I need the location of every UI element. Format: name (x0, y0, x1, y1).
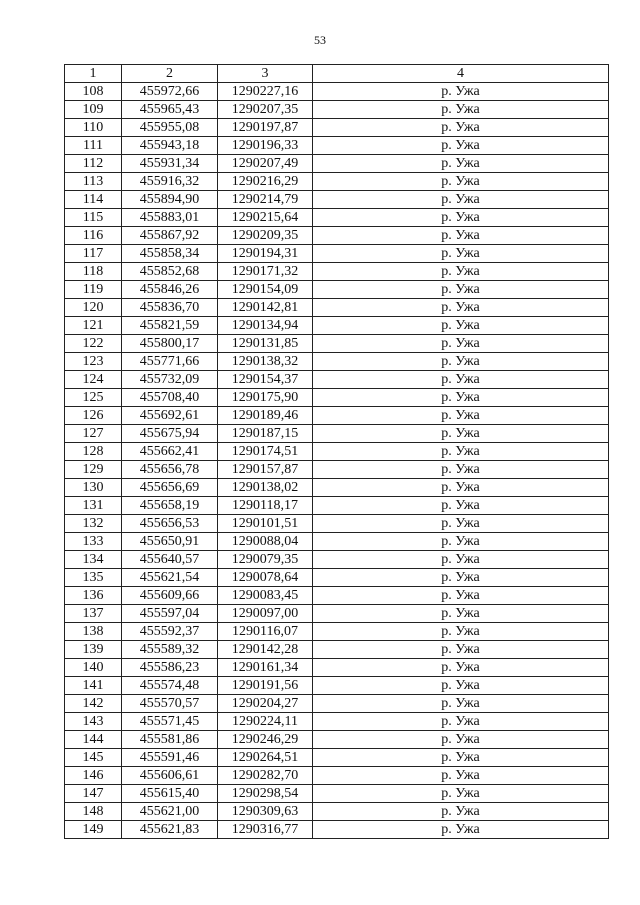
column-header-3: 3 (218, 65, 313, 83)
page-number: 53 (314, 33, 326, 47)
description-cell: р. Ужа (313, 659, 609, 677)
y-coordinate-cell: 1290171,32 (218, 263, 313, 281)
y-coordinate-cell: 1290157,87 (218, 461, 313, 479)
x-coordinate-cell: 455621,00 (122, 803, 218, 821)
table-body (65, 83, 609, 839)
point-number-cell: 125 (65, 389, 122, 407)
table-row (65, 155, 609, 173)
description-cell: р. Ужа (313, 101, 609, 119)
description-cell: р. Ужа (313, 317, 609, 335)
description-cell: р. Ужа (313, 641, 609, 659)
x-coordinate-cell: 455609,66 (122, 587, 218, 605)
y-coordinate-cell: 1290197,87 (218, 119, 313, 137)
point-number-cell: 134 (65, 551, 122, 569)
point-number-cell: 141 (65, 677, 122, 695)
x-coordinate-cell: 455836,70 (122, 299, 218, 317)
table-row (65, 623, 609, 641)
description-cell: р. Ужа (313, 821, 609, 839)
x-coordinate-cell: 455656,69 (122, 479, 218, 497)
point-number-cell: 135 (65, 569, 122, 587)
y-coordinate-cell: 1290207,35 (218, 101, 313, 119)
point-number-cell: 131 (65, 497, 122, 515)
description-cell: р. Ужа (313, 209, 609, 227)
y-coordinate-cell: 1290083,45 (218, 587, 313, 605)
column-header-1: 1 (65, 65, 122, 83)
y-coordinate-cell: 1290079,35 (218, 551, 313, 569)
x-coordinate-cell: 455621,83 (122, 821, 218, 839)
point-number-cell: 126 (65, 407, 122, 425)
table-row (65, 515, 609, 533)
description-cell: р. Ужа (313, 245, 609, 263)
table-row (65, 605, 609, 623)
description-cell: р. Ужа (313, 677, 609, 695)
description-cell: р. Ужа (313, 119, 609, 137)
table-row (65, 317, 609, 335)
point-number-cell: 129 (65, 461, 122, 479)
x-coordinate-cell: 455650,91 (122, 533, 218, 551)
y-coordinate-cell: 1290309,63 (218, 803, 313, 821)
description-cell: р. Ужа (313, 263, 609, 281)
point-number-cell: 133 (65, 533, 122, 551)
point-number-cell: 113 (65, 173, 122, 191)
x-coordinate-cell: 455916,32 (122, 173, 218, 191)
description-cell: р. Ужа (313, 785, 609, 803)
point-number-cell: 140 (65, 659, 122, 677)
description-cell: р. Ужа (313, 605, 609, 623)
table-row (65, 803, 609, 821)
table-row (65, 695, 609, 713)
y-coordinate-cell: 1290138,02 (218, 479, 313, 497)
table-row (65, 659, 609, 677)
description-cell: р. Ужа (313, 299, 609, 317)
table-row (65, 461, 609, 479)
y-coordinate-cell: 1290078,64 (218, 569, 313, 587)
y-coordinate-cell: 1290215,64 (218, 209, 313, 227)
x-coordinate-cell: 455867,92 (122, 227, 218, 245)
description-cell: р. Ужа (313, 497, 609, 515)
description-cell: р. Ужа (313, 443, 609, 461)
point-number-cell: 114 (65, 191, 122, 209)
y-coordinate-cell: 1290161,34 (218, 659, 313, 677)
x-coordinate-cell: 455675,94 (122, 425, 218, 443)
table-row (65, 281, 609, 299)
y-coordinate-cell: 1290224,11 (218, 713, 313, 731)
description-cell: р. Ужа (313, 425, 609, 443)
x-coordinate-cell: 455640,57 (122, 551, 218, 569)
x-coordinate-cell: 455662,41 (122, 443, 218, 461)
x-coordinate-cell: 455692,61 (122, 407, 218, 425)
point-number-cell: 116 (65, 227, 122, 245)
x-coordinate-cell: 455589,32 (122, 641, 218, 659)
description-cell: р. Ужа (313, 803, 609, 821)
table-row (65, 767, 609, 785)
x-coordinate-cell: 455591,46 (122, 749, 218, 767)
y-coordinate-cell: 1290154,37 (218, 371, 313, 389)
point-number-cell: 110 (65, 119, 122, 137)
point-number-cell: 109 (65, 101, 122, 119)
x-coordinate-cell: 455846,26 (122, 281, 218, 299)
point-number-cell: 130 (65, 479, 122, 497)
table-row (65, 191, 609, 209)
point-number-cell: 137 (65, 605, 122, 623)
y-coordinate-cell: 1290227,16 (218, 83, 313, 101)
y-coordinate-cell: 1290187,15 (218, 425, 313, 443)
y-coordinate-cell: 1290264,51 (218, 749, 313, 767)
table-row (65, 353, 609, 371)
y-coordinate-cell: 1290118,17 (218, 497, 313, 515)
point-number-cell: 149 (65, 821, 122, 839)
y-coordinate-cell: 1290214,79 (218, 191, 313, 209)
point-number-cell: 145 (65, 749, 122, 767)
point-number-cell: 148 (65, 803, 122, 821)
point-number-cell: 147 (65, 785, 122, 803)
y-coordinate-cell: 1290298,54 (218, 785, 313, 803)
table-row (65, 713, 609, 731)
x-coordinate-cell: 455656,53 (122, 515, 218, 533)
description-cell: р. Ужа (313, 623, 609, 641)
x-coordinate-cell: 455571,45 (122, 713, 218, 731)
description-cell: р. Ужа (313, 389, 609, 407)
description-cell: р. Ужа (313, 695, 609, 713)
description-cell: р. Ужа (313, 713, 609, 731)
point-number-cell: 127 (65, 425, 122, 443)
table-row (65, 227, 609, 245)
description-cell: р. Ужа (313, 335, 609, 353)
point-number-cell: 120 (65, 299, 122, 317)
y-coordinate-cell: 1290189,46 (218, 407, 313, 425)
y-coordinate-cell: 1290097,00 (218, 605, 313, 623)
point-number-cell: 123 (65, 353, 122, 371)
description-cell: р. Ужа (313, 407, 609, 425)
y-coordinate-cell: 1290194,31 (218, 245, 313, 263)
coordinates-table (64, 64, 609, 839)
y-coordinate-cell: 1290088,04 (218, 533, 313, 551)
point-number-cell: 124 (65, 371, 122, 389)
table-row (65, 83, 609, 101)
x-coordinate-cell: 455586,23 (122, 659, 218, 677)
x-coordinate-cell: 455570,57 (122, 695, 218, 713)
x-coordinate-cell: 455597,04 (122, 605, 218, 623)
table-row (65, 137, 609, 155)
description-cell: р. Ужа (313, 173, 609, 191)
table-row (65, 731, 609, 749)
table-row (65, 173, 609, 191)
x-coordinate-cell: 455658,19 (122, 497, 218, 515)
point-number-cell: 142 (65, 695, 122, 713)
description-cell: р. Ужа (313, 731, 609, 749)
description-cell: р. Ужа (313, 569, 609, 587)
y-coordinate-cell: 1290204,27 (218, 695, 313, 713)
x-coordinate-cell: 455931,34 (122, 155, 218, 173)
table-row (65, 533, 609, 551)
y-coordinate-cell: 1290138,32 (218, 353, 313, 371)
table-row (65, 641, 609, 659)
x-coordinate-cell: 455955,08 (122, 119, 218, 137)
x-coordinate-cell: 455800,17 (122, 335, 218, 353)
y-coordinate-cell: 1290216,29 (218, 173, 313, 191)
x-coordinate-cell: 455972,66 (122, 83, 218, 101)
table-row (65, 551, 609, 569)
x-coordinate-cell: 455581,86 (122, 731, 218, 749)
table-row (65, 821, 609, 839)
point-number-cell: 138 (65, 623, 122, 641)
y-coordinate-cell: 1290207,49 (218, 155, 313, 173)
description-cell: р. Ужа (313, 281, 609, 299)
x-coordinate-cell: 455708,40 (122, 389, 218, 407)
y-coordinate-cell: 1290154,09 (218, 281, 313, 299)
table-row (65, 569, 609, 587)
x-coordinate-cell: 455771,66 (122, 353, 218, 371)
point-number-cell: 146 (65, 767, 122, 785)
table-row (65, 479, 609, 497)
table-header-row (65, 65, 609, 83)
table-row (65, 389, 609, 407)
point-number-cell: 115 (65, 209, 122, 227)
table-row (65, 407, 609, 425)
point-number-cell: 112 (65, 155, 122, 173)
y-coordinate-cell: 1290191,56 (218, 677, 313, 695)
table-row (65, 371, 609, 389)
column-header-4: 4 (313, 65, 609, 83)
x-coordinate-cell: 455852,68 (122, 263, 218, 281)
x-coordinate-cell: 455732,09 (122, 371, 218, 389)
description-cell: р. Ужа (313, 227, 609, 245)
table-row (65, 587, 609, 605)
description-cell: р. Ужа (313, 479, 609, 497)
table-row (65, 119, 609, 137)
description-cell: р. Ужа (313, 83, 609, 101)
description-cell: р. Ужа (313, 137, 609, 155)
point-number-cell: 117 (65, 245, 122, 263)
table-row (65, 443, 609, 461)
table-row (65, 263, 609, 281)
x-coordinate-cell: 455858,34 (122, 245, 218, 263)
table-row (65, 677, 609, 695)
point-number-cell: 121 (65, 317, 122, 335)
table-row (65, 101, 609, 119)
point-number-cell: 128 (65, 443, 122, 461)
point-number-cell: 119 (65, 281, 122, 299)
x-coordinate-cell: 455606,61 (122, 767, 218, 785)
description-cell: р. Ужа (313, 749, 609, 767)
y-coordinate-cell: 1290174,51 (218, 443, 313, 461)
table-row (65, 749, 609, 767)
description-cell: р. Ужа (313, 461, 609, 479)
table-row (65, 785, 609, 803)
x-coordinate-cell: 455965,43 (122, 101, 218, 119)
x-coordinate-cell: 455592,37 (122, 623, 218, 641)
point-number-cell: 108 (65, 83, 122, 101)
y-coordinate-cell: 1290246,29 (218, 731, 313, 749)
description-cell: р. Ужа (313, 353, 609, 371)
x-coordinate-cell: 455656,78 (122, 461, 218, 479)
x-coordinate-cell: 455621,54 (122, 569, 218, 587)
x-coordinate-cell: 455821,59 (122, 317, 218, 335)
point-number-cell: 144 (65, 731, 122, 749)
x-coordinate-cell: 455883,01 (122, 209, 218, 227)
point-number-cell: 139 (65, 641, 122, 659)
table-row (65, 245, 609, 263)
table-row (65, 209, 609, 227)
point-number-cell: 136 (65, 587, 122, 605)
description-cell: р. Ужа (313, 767, 609, 785)
x-coordinate-cell: 455574,48 (122, 677, 218, 695)
description-cell: р. Ужа (313, 587, 609, 605)
description-cell: р. Ужа (313, 371, 609, 389)
x-coordinate-cell: 455943,18 (122, 137, 218, 155)
y-coordinate-cell: 1290142,81 (218, 299, 313, 317)
point-number-cell: 118 (65, 263, 122, 281)
y-coordinate-cell: 1290196,33 (218, 137, 313, 155)
point-number-cell: 122 (65, 335, 122, 353)
y-coordinate-cell: 1290316,77 (218, 821, 313, 839)
description-cell: р. Ужа (313, 551, 609, 569)
description-cell: р. Ужа (313, 533, 609, 551)
description-cell: р. Ужа (313, 191, 609, 209)
y-coordinate-cell: 1290131,85 (218, 335, 313, 353)
y-coordinate-cell: 1290134,94 (218, 317, 313, 335)
point-number-cell: 143 (65, 713, 122, 731)
y-coordinate-cell: 1290209,35 (218, 227, 313, 245)
x-coordinate-cell: 455615,40 (122, 785, 218, 803)
table-row (65, 335, 609, 353)
y-coordinate-cell: 1290142,28 (218, 641, 313, 659)
description-cell: р. Ужа (313, 515, 609, 533)
column-header-2: 2 (122, 65, 218, 83)
point-number-cell: 132 (65, 515, 122, 533)
table-row (65, 299, 609, 317)
y-coordinate-cell: 1290101,51 (218, 515, 313, 533)
table-row (65, 497, 609, 515)
x-coordinate-cell: 455894,90 (122, 191, 218, 209)
y-coordinate-cell: 1290116,07 (218, 623, 313, 641)
y-coordinate-cell: 1290282,70 (218, 767, 313, 785)
y-coordinate-cell: 1290175,90 (218, 389, 313, 407)
point-number-cell: 111 (65, 137, 122, 155)
table-row (65, 425, 609, 443)
description-cell: р. Ужа (313, 155, 609, 173)
